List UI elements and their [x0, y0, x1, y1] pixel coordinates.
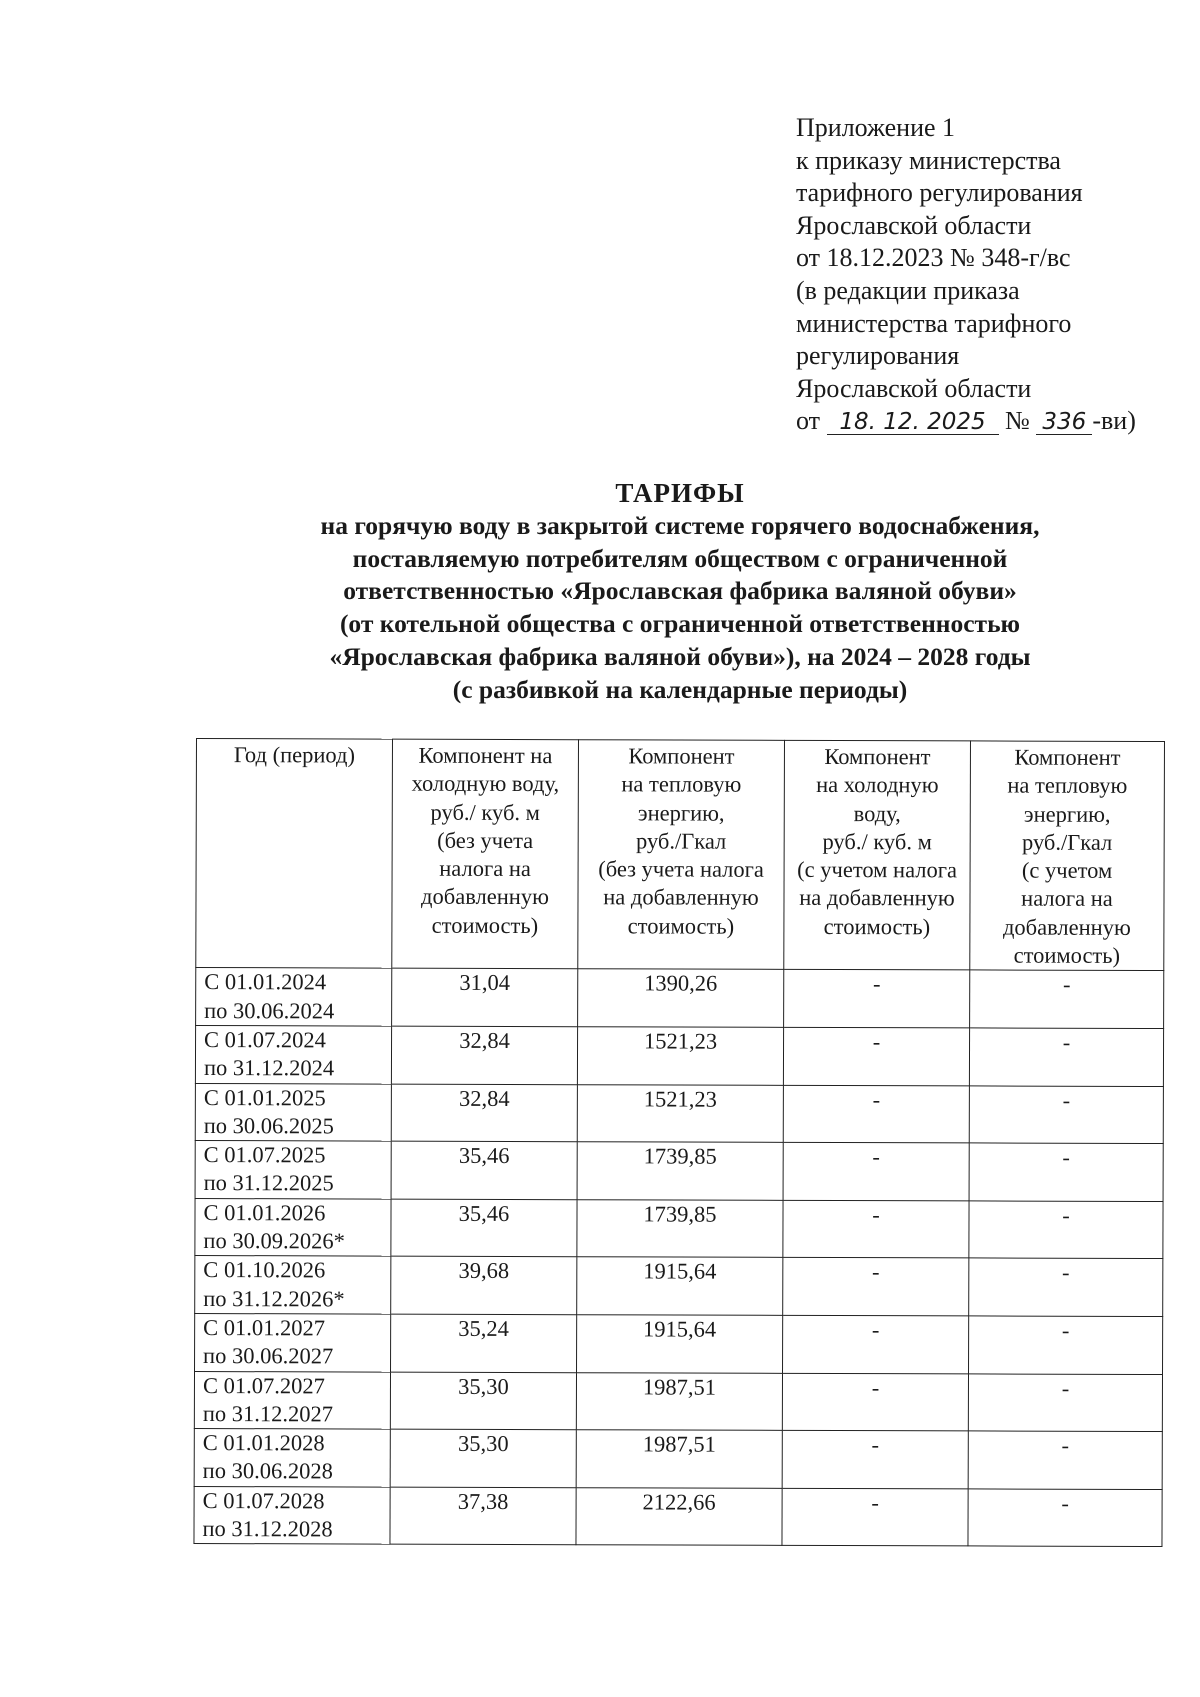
period-cell — [195, 1313, 391, 1371]
table-row — [195, 1198, 1163, 1259]
cold-water-cell: 35,46 — [391, 1141, 577, 1199]
column-header — [784, 740, 971, 970]
table-row — [195, 1083, 1163, 1144]
table-header-row — [196, 739, 1165, 971]
period-cell — [195, 1083, 391, 1141]
handwritten-date: 18. 12. 2025 — [827, 410, 999, 435]
column-header — [970, 741, 1165, 971]
column-header-line: стоимость) — [823, 913, 931, 940]
heat-energy-vat-cell: - — [968, 1373, 1162, 1431]
appendix-line: тарифного регулирования — [796, 178, 1083, 208]
period-line: по 30.06.2027 — [203, 1343, 334, 1369]
heat-energy-vat-cell: - — [970, 970, 1164, 1028]
cold-water-vat-cell: - — [783, 1085, 969, 1143]
column-header-line: руб./ куб. м — [430, 799, 540, 825]
number-sign: № — [1005, 406, 1030, 436]
column-header-line: на холодную — [816, 772, 939, 798]
heat-energy-cell: 1915,64 — [577, 1257, 783, 1315]
cold-water-vat-cell: - — [783, 1315, 969, 1373]
period-cell — [194, 1429, 390, 1487]
column-header-line: на добавленную — [799, 885, 955, 911]
column-header-line: Компонент на — [418, 742, 553, 769]
column-header-line: Компонент — [628, 743, 735, 769]
table-row — [195, 1141, 1163, 1202]
appendix-lines — [796, 112, 1186, 405]
column-header-line: (без учета налога — [598, 856, 764, 882]
period-line: С 01.01.2024 — [204, 969, 327, 995]
cold-water-vat-cell: - — [783, 1143, 969, 1201]
appendix-line: (в редакции приказа — [796, 275, 1020, 305]
column-header-line: Год (период) — [233, 742, 356, 768]
heat-energy-cell: 1739,85 — [577, 1142, 783, 1200]
period-cell — [195, 1256, 391, 1314]
amendment-suffix: -ви) — [1092, 406, 1136, 436]
period-cell — [195, 1198, 391, 1256]
cold-water-cell: 35,24 — [391, 1314, 577, 1372]
cold-water-cell: 35,46 — [391, 1199, 577, 1257]
heat-energy-vat-cell: - — [969, 1143, 1163, 1201]
cold-water-cell: 35,30 — [390, 1372, 576, 1430]
heat-energy-vat-cell: - — [969, 1201, 1163, 1259]
period-line: по 31.12.2026* — [203, 1285, 345, 1312]
appendix-line: к приказу министерства — [796, 145, 1061, 175]
period-line: С 01.07.2024 — [204, 1026, 326, 1053]
period-cell — [194, 1371, 390, 1429]
column-header — [578, 740, 785, 970]
table-row — [194, 1371, 1162, 1432]
cold-water-cell: 31,04 — [392, 968, 578, 1026]
period-cell — [194, 1486, 390, 1544]
document-title — [200, 477, 1160, 707]
title-line: на горячую воду в закрытой системе горячего водоснабжения, — [320, 510, 1040, 540]
appendix-amendment-line — [796, 405, 1186, 438]
title-line: (от котельной общества с ограниченной ответственностью — [339, 609, 1021, 639]
cold-water-vat-cell: - — [783, 1258, 969, 1316]
table-row — [195, 1313, 1163, 1374]
heat-energy-vat-cell: - — [969, 1085, 1163, 1143]
tariff-table — [193, 738, 1165, 1547]
period-line: С 01.10.2026 — [203, 1257, 326, 1283]
heat-energy-vat-cell: - — [969, 1316, 1163, 1374]
period-line: по 31.12.2028 — [202, 1516, 333, 1542]
cold-water-vat-cell: - — [783, 1200, 969, 1258]
column-header — [392, 739, 579, 969]
period-line: С 01.01.2027 — [203, 1314, 326, 1341]
heat-energy-cell: 1915,64 — [577, 1315, 783, 1373]
cold-water-vat-cell: - — [782, 1430, 968, 1488]
title-line: ответственностью «Ярославская фабрика валяной обуви» — [343, 576, 1017, 606]
appendix-line: Приложение 1 — [796, 113, 956, 142]
period-line: по 30.06.2025 — [203, 1112, 334, 1139]
period-line: С 01.01.2026 — [203, 1199, 326, 1226]
column-header-line: (без учета — [437, 827, 534, 853]
table-row — [196, 968, 1164, 1029]
appendix-line: регулирования — [796, 341, 960, 371]
heat-energy-cell: 1987,51 — [576, 1372, 782, 1430]
column-header-line: (с учетом налога — [797, 857, 958, 883]
title-line: (с разбивкой на календарные периоды) — [452, 674, 908, 704]
heat-energy-vat-cell: - — [969, 1028, 1163, 1086]
table-row — [194, 1429, 1162, 1490]
column-header-line: воду, — [853, 800, 901, 826]
period-line: по 31.12.2025 — [203, 1170, 334, 1196]
table-row — [195, 1025, 1163, 1086]
table-row — [195, 1256, 1163, 1317]
cold-water-vat-cell: - — [782, 1488, 968, 1546]
column-header-line: стоимость) — [1013, 942, 1121, 968]
cold-water-cell: 32,84 — [391, 1084, 577, 1142]
title-line: поставляемую потребителям обществом с ограниченной — [352, 543, 1008, 573]
period-cell — [195, 1025, 391, 1083]
appendix-line: Ярославской области — [796, 373, 1032, 403]
heat-energy-vat-cell: - — [968, 1489, 1162, 1547]
period-line: по 30.09.2026* — [203, 1228, 345, 1254]
period-line: С 01.01.2025 — [203, 1084, 326, 1110]
cold-water-cell: 35,30 — [390, 1429, 576, 1487]
appendix-line: министерства тарифного — [796, 308, 1072, 338]
column-header-line: холодную воду, — [411, 770, 560, 797]
column-header-line: на добавленную — [603, 884, 759, 911]
appendix-line: Ярославской области — [796, 210, 1032, 240]
cold-water-cell: 32,84 — [391, 1026, 577, 1084]
column-header-line: энергию, — [637, 799, 725, 826]
period-line: С 01.07.2027 — [202, 1372, 325, 1398]
cold-water-cell: 39,68 — [391, 1256, 577, 1314]
column-header-line: на тепловую — [621, 771, 742, 798]
title-main: ТАРИФЫ — [615, 478, 745, 508]
column-header-line: на тепловую — [1007, 772, 1128, 799]
amendment-prefix: от — [796, 406, 821, 436]
column-header-line: налога на — [1021, 886, 1113, 912]
period-line: по 31.12.2024 — [203, 1055, 335, 1081]
heat-energy-cell: 1521,23 — [577, 1084, 783, 1142]
period-line: по 30.06.2028 — [202, 1458, 333, 1484]
period-line: С 01.07.2028 — [202, 1487, 325, 1514]
column-header — [196, 739, 393, 969]
title-line: «Ярославская фабрика валяной обуви»), на 2024 – 2028 годы — [329, 641, 1031, 671]
handwritten-number: 336 — [1036, 410, 1092, 435]
column-header-line: энергию, — [1023, 801, 1111, 827]
period-line: по 31.12.2027 — [202, 1400, 334, 1427]
period-line: С 01.07.2025 — [203, 1142, 326, 1168]
column-header-line: руб./ куб. м — [822, 828, 932, 855]
period-line: по 30.06.2024 — [204, 997, 335, 1024]
period-line: С 01.01.2028 — [202, 1430, 325, 1456]
cold-water-vat-cell: - — [783, 1027, 969, 1085]
heat-energy-vat-cell: - — [968, 1431, 1162, 1489]
column-header-line: стоимость) — [431, 912, 539, 938]
heat-energy-vat-cell: - — [969, 1258, 1163, 1316]
heat-energy-cell: 1987,51 — [576, 1430, 782, 1488]
appendix-block — [796, 112, 1186, 438]
column-header-line: руб./Гкал — [1022, 829, 1113, 855]
column-header-line: стоимость) — [627, 913, 735, 939]
heat-energy-cell: 2122,66 — [576, 1487, 782, 1545]
heat-energy-cell: 1390,26 — [578, 969, 784, 1027]
table-row — [194, 1486, 1162, 1547]
heat-energy-cell: 1739,85 — [577, 1199, 783, 1257]
column-header-line: (с учетом — [1021, 857, 1113, 884]
period-cell — [195, 1141, 391, 1199]
cold-water-vat-cell: - — [782, 1373, 968, 1431]
cold-water-cell: 37,38 — [390, 1487, 576, 1545]
heat-energy-cell: 1521,23 — [577, 1027, 783, 1085]
column-header-line: Компонент — [824, 743, 931, 770]
column-header-line: налога на — [439, 855, 531, 882]
appendix-line: от 18.12.2023 № 348-г/вс — [796, 243, 1071, 273]
column-header-line: руб./Гкал — [636, 828, 727, 854]
table-body — [194, 968, 1164, 1547]
period-cell — [196, 968, 392, 1026]
column-header-line: добавленную — [1002, 914, 1131, 940]
cold-water-vat-cell: - — [784, 970, 970, 1028]
column-header-line: Компонент — [1014, 744, 1121, 770]
column-header-line: добавленную — [421, 884, 549, 910]
title-subtitle — [200, 510, 1160, 707]
